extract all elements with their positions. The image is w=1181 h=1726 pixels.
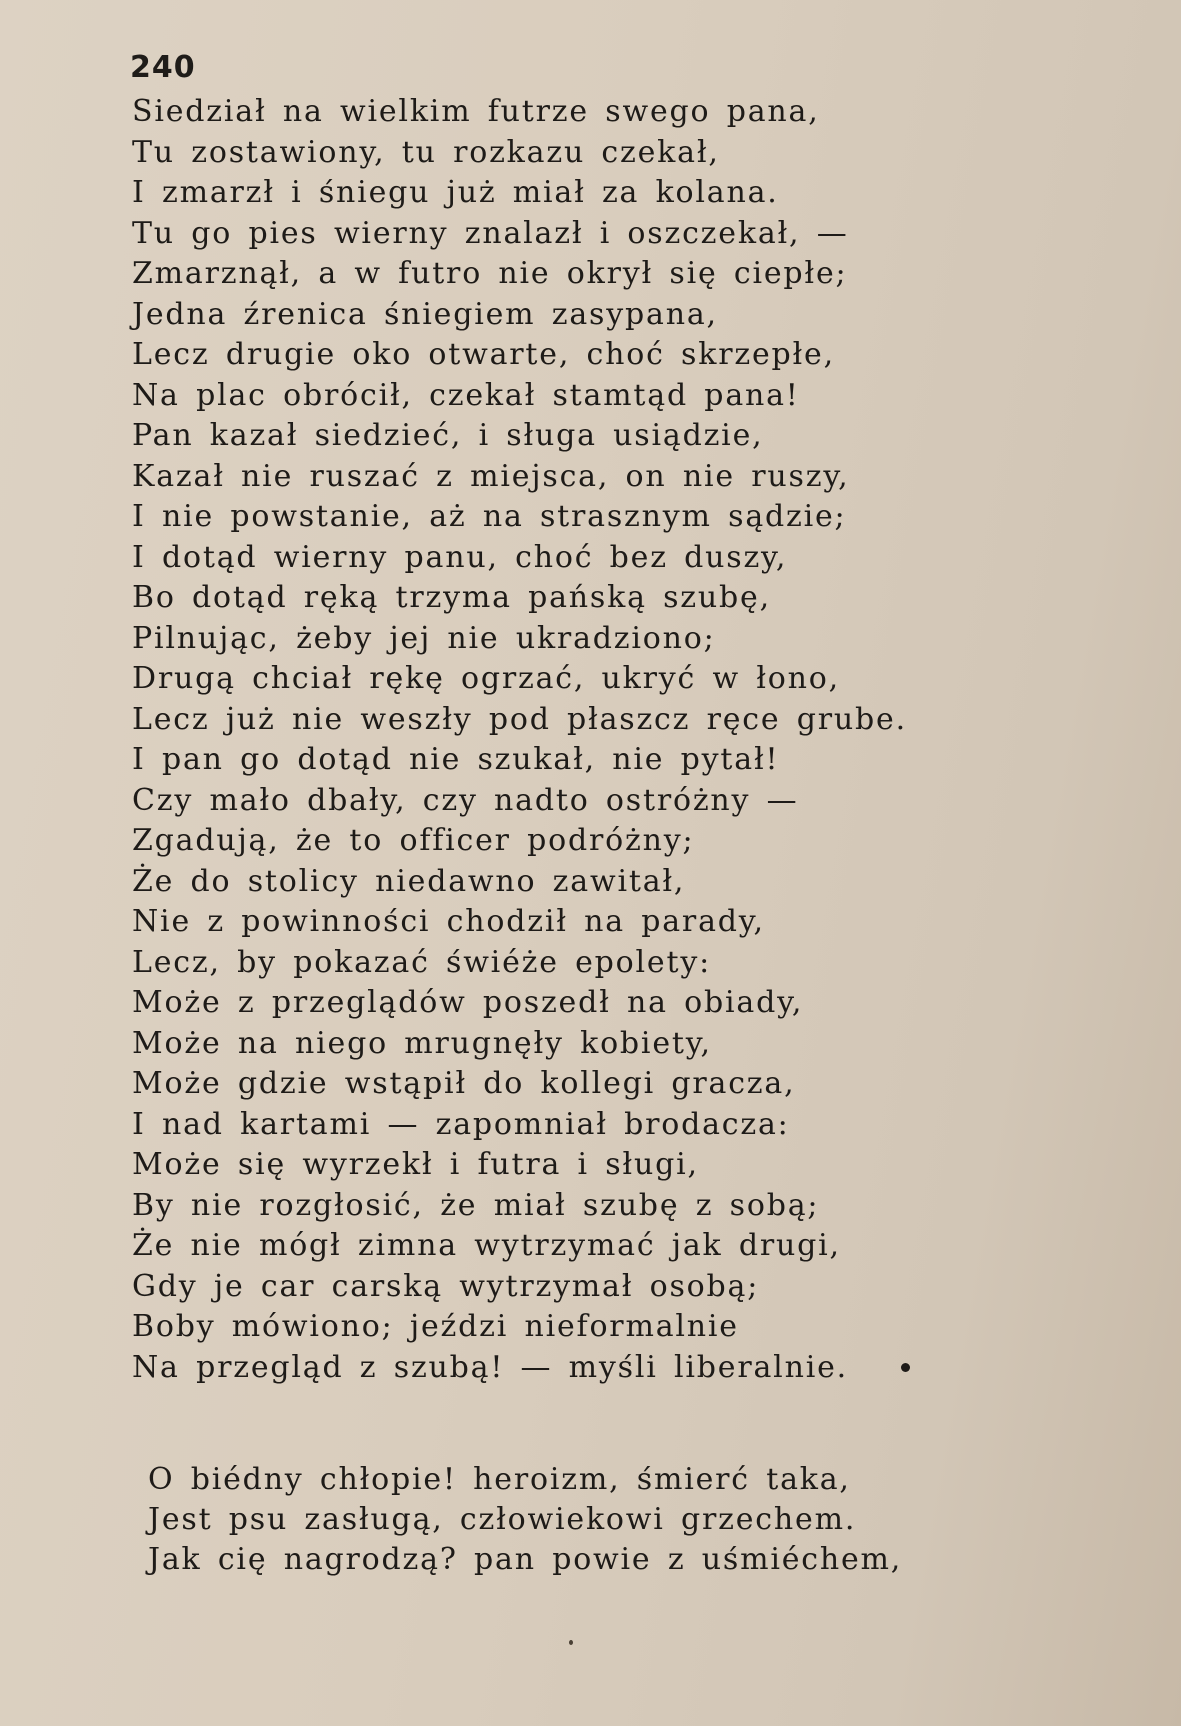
poem-line: Tu go pies wierny znalazł i oszczekał, —: [132, 215, 849, 251]
poem-line: Siedział na wielkim futrze swego pana,: [132, 94, 820, 129]
poem-line: I dotąd wierny panu, choć bez duszy,: [132, 539, 788, 575]
ink-speck: [569, 1640, 573, 1645]
poem-line: O biédny chłopie! heroizm, śmierć taka,: [148, 1462, 851, 1497]
poem-line: Pilnując, żeby jej nie ukradziono;: [132, 620, 716, 656]
poem-line: Bo dotąd ręką trzyma pańską szubę,: [132, 580, 771, 615]
poem-line: Boby mówiono; jeździ nieformalnie: [132, 1309, 739, 1344]
poem-line: Pan kazał siedzieć, i sługa usiądzie,: [132, 418, 764, 453]
poem-line: Gdy je car carską wytrzymał osobą;: [132, 1268, 760, 1304]
ink-speck: [901, 1363, 910, 1372]
poem-line: Tu zostawiony, tu rozkazu czekał,: [132, 134, 720, 170]
poem-line: Jak cię nagrodzą? pan powie z uśmiéchem,: [148, 1542, 903, 1577]
poem-line: Może na niego mrugnęły kobiety,: [132, 1025, 712, 1061]
poem-line: Lecz drugie oko otwarte, choć skrzepłe,: [132, 337, 835, 372]
poem-line: By nie rozgłosić, że miał szubę z sobą;: [132, 1187, 820, 1223]
poem-line: Zmarznął, a w futro nie okrył się ciepłe;: [132, 256, 848, 291]
poem-line: Że nie mógł zimna wytrzymać jak drugi,: [132, 1228, 841, 1263]
poem-line: Lecz już nie weszły pod płaszcz ręce grube.: [132, 701, 907, 737]
poem-line: Drugą chciał rękę ogrzać, ukryć w łono,: [132, 661, 840, 696]
poem-line: Że do stolicy niedawno zawitał,: [132, 863, 686, 899]
stanza: [132, 92, 907, 1388]
poem-line: Nie z powinności chodził na parady,: [132, 904, 765, 939]
poem-line: I nie powstanie, aż na strasznym sądzie;: [132, 499, 847, 534]
poem-line: Zgadują, że to officer podróżny;: [132, 823, 695, 858]
poem-line: Może się wyrzekł i futra i sługi,: [132, 1147, 699, 1182]
poem-line: Kazał nie ruszać z miejsca, on nie ruszy,: [132, 458, 850, 494]
poem-line: Może gdzie wstąpił do kollegi gracza,: [132, 1066, 796, 1101]
poem-line: Jedna źrenica śniegiem zasypana,: [132, 296, 718, 332]
poem-line: Na plac obrócił, czekał stamtąd pana!: [132, 377, 800, 413]
stanza: [148, 1460, 902, 1580]
poem-line: I nad kartami — zapomniał brodacza:: [132, 1106, 790, 1142]
poem-line: I pan go dotąd nie szukał, nie pytał!: [132, 742, 780, 777]
poem-line: Może z przeglądów poszedł na obiady,: [132, 985, 804, 1020]
poem-line: Jest psu zasługą, człowiekowi grzechem.: [148, 1502, 857, 1537]
poem-line: Lecz, by pokazać świéże epolety:: [132, 944, 712, 980]
poem-line: Czy mało dbały, czy nadto ostróżny —: [132, 782, 799, 818]
page-number: 240: [130, 50, 196, 85]
poem-line: I zmarzł i śniegu już miał za kolana.: [132, 175, 779, 210]
poem-line: Na przegląd z szubą! — myśli liberalnie.: [132, 1349, 848, 1385]
